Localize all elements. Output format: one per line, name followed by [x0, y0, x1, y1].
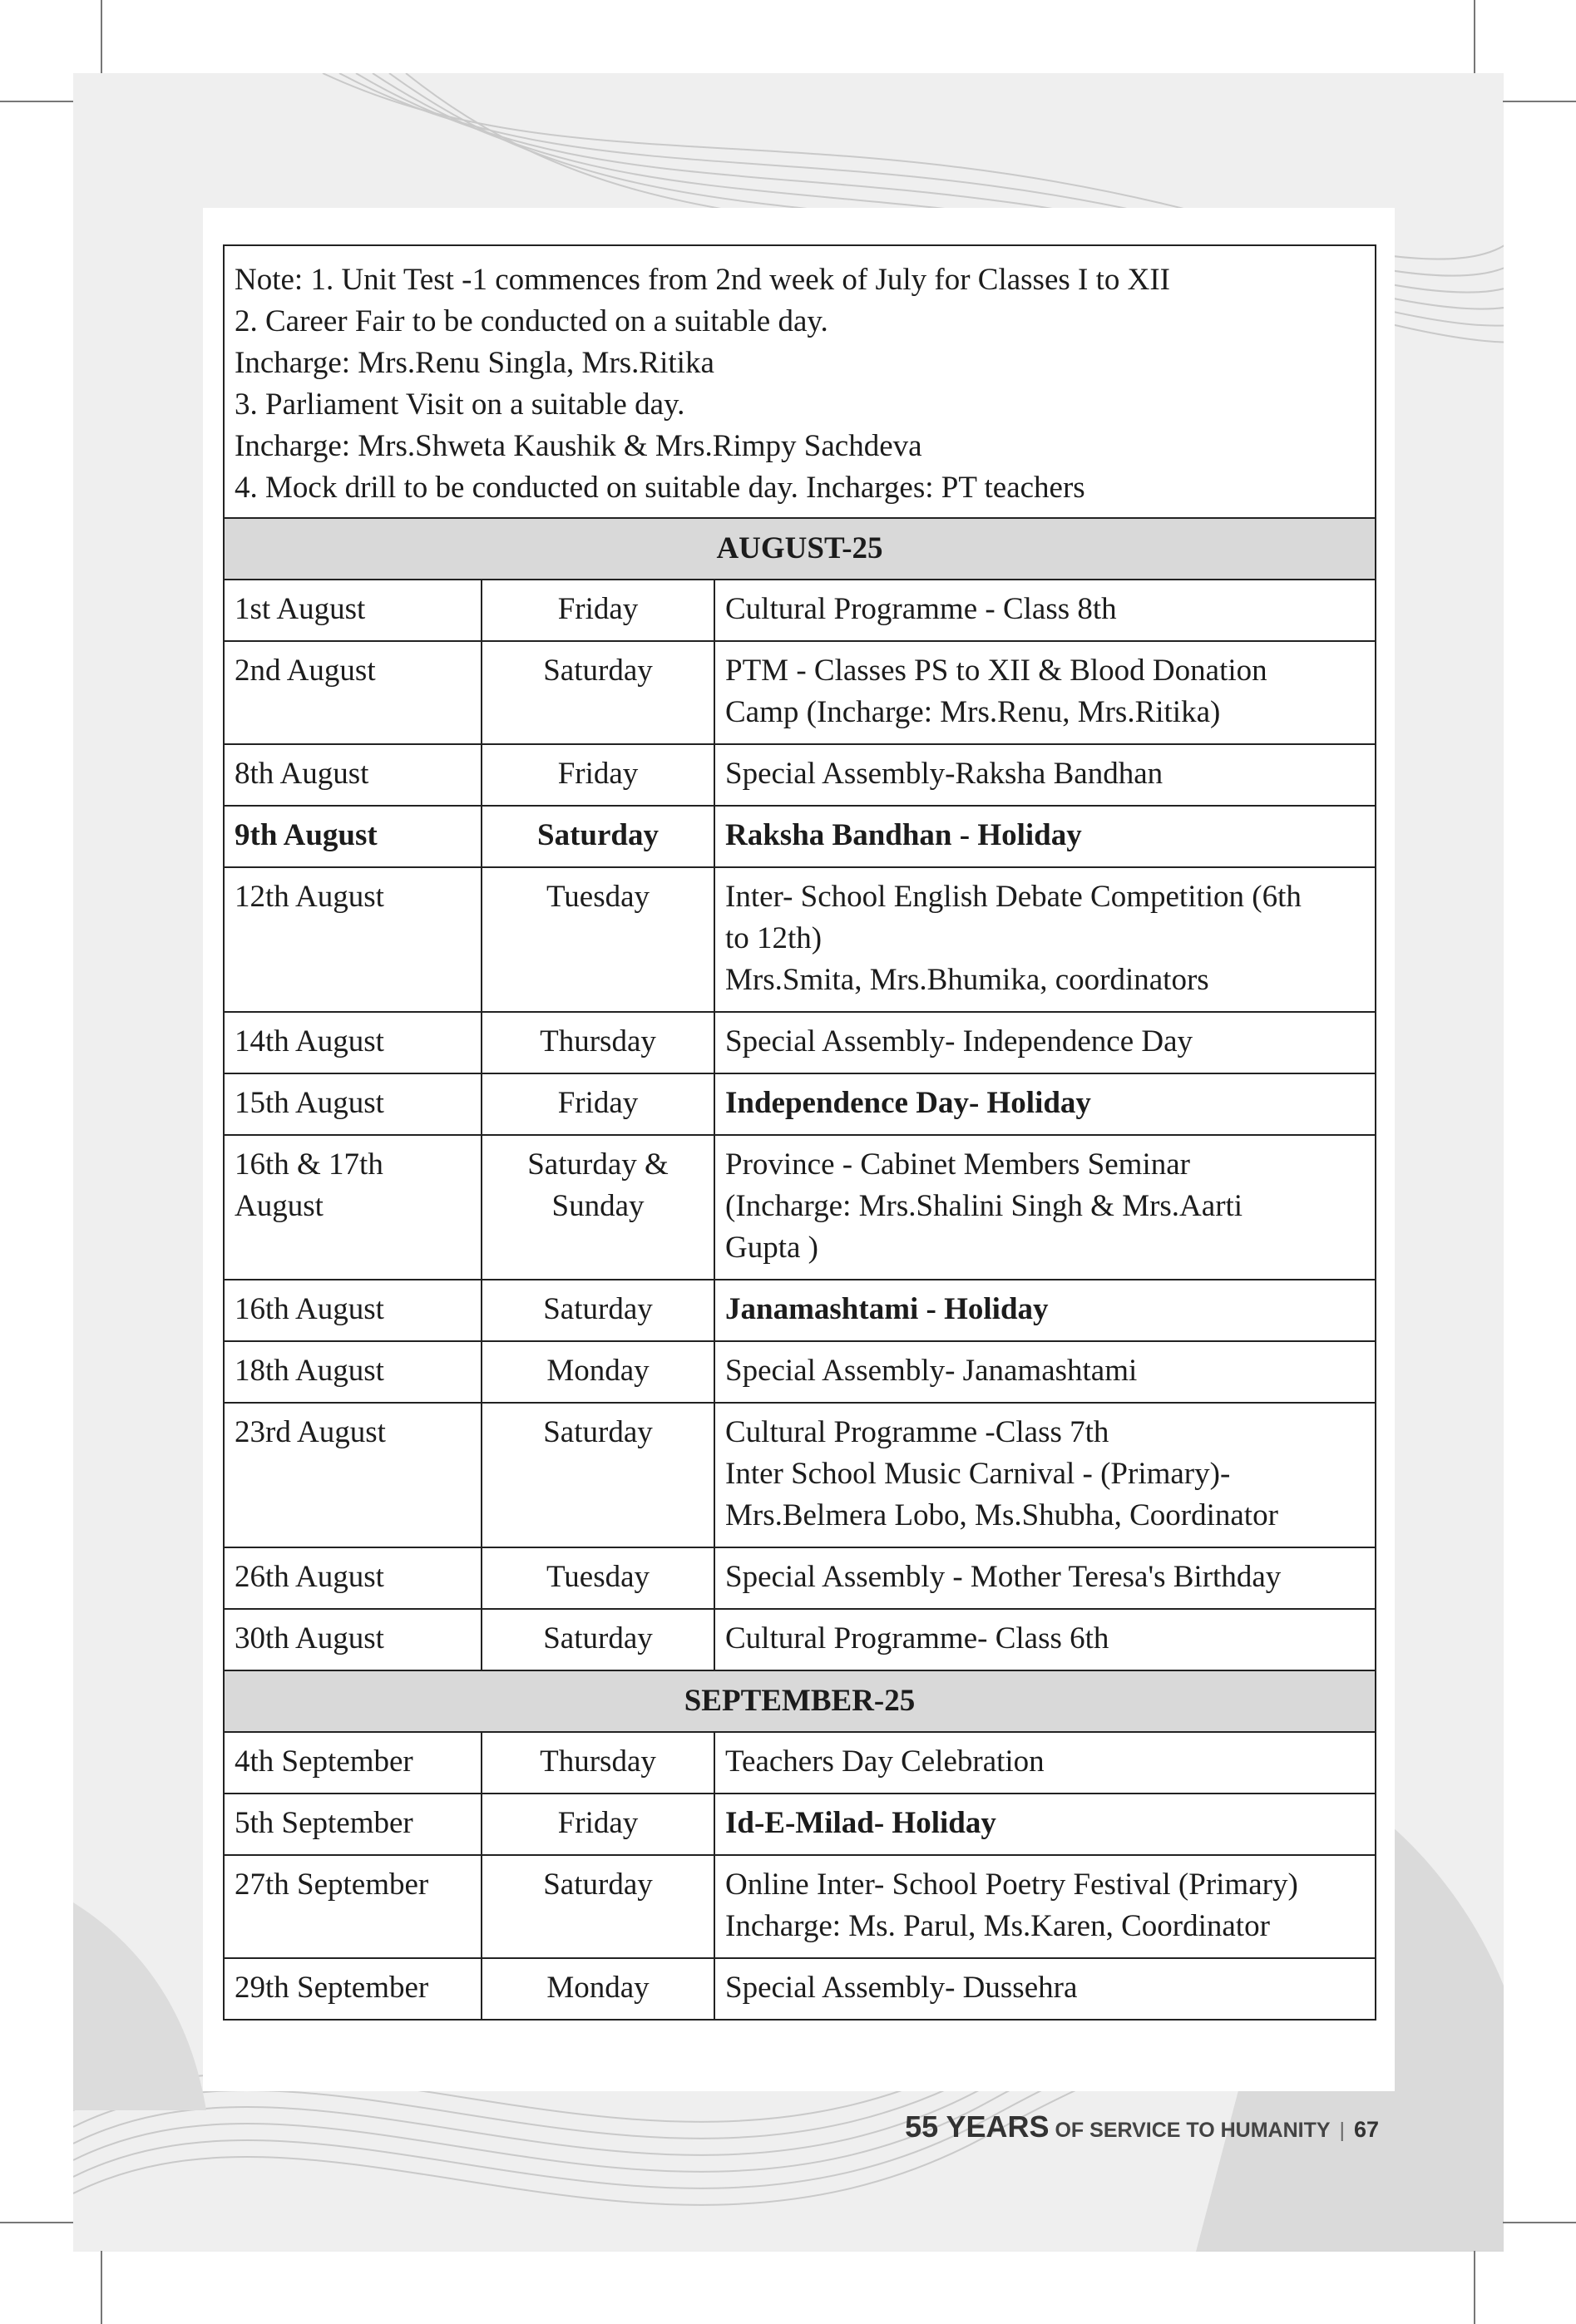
- date-cell: 1st August: [225, 580, 482, 640]
- page-footer: [905, 2109, 1379, 2144]
- event-cell: [715, 1733, 1375, 1793]
- table-row: [225, 1957, 1375, 2019]
- event-cell: [715, 868, 1375, 1011]
- table-row: [225, 1134, 1375, 1279]
- table-row: [225, 1073, 1375, 1134]
- date-cell: 2nd August: [225, 642, 482, 743]
- date-cell: 15th August: [225, 1074, 482, 1134]
- event-line: Special Assembly- Janamashtami: [725, 1354, 1138, 1388]
- day-cell: Monday: [482, 1342, 715, 1402]
- event-line: Gupta ): [725, 1231, 818, 1265]
- date-cell: 16th August: [225, 1280, 482, 1340]
- event-line: Incharge: Ms. Parul, Ms.Karen, Coordinator: [725, 1909, 1270, 1943]
- table-row: [225, 1854, 1375, 1957]
- crop-mark: [0, 101, 73, 102]
- date-cell: 5th September: [225, 1794, 482, 1854]
- date-cell: 9th August: [225, 807, 482, 866]
- day-cell: Tuesday: [482, 1548, 715, 1608]
- event-line: Camp (Incharge: Mrs.Renu, Mrs.Ritika): [725, 695, 1221, 729]
- event-cell: [715, 807, 1375, 866]
- crop-mark: [1474, 2251, 1475, 2324]
- date-cell: 29th September: [225, 1959, 482, 2019]
- table-row: [225, 1547, 1375, 1608]
- date-cell: 27th September: [225, 1856, 482, 1957]
- event-line: Province - Cabinet Members Seminar: [725, 1147, 1190, 1182]
- event-line: Cultural Programme - Class 8th: [725, 592, 1117, 626]
- note-line: 3. Parliament Visit on a suitable day.: [235, 387, 685, 422]
- date-cell: 14th August: [225, 1013, 482, 1073]
- event-cell: [715, 1548, 1375, 1608]
- crop-mark: [0, 2222, 73, 2223]
- day-cell: Saturday: [482, 1404, 715, 1547]
- event-cell: [715, 1136, 1375, 1279]
- day-cell: Monday: [482, 1959, 715, 2019]
- date-cell: 18th August: [225, 1342, 482, 1402]
- event-cell: [715, 1342, 1375, 1402]
- month-sections: [225, 517, 1375, 2019]
- event-line: to 12th): [725, 921, 823, 955]
- note-line: 4. Mock drill to be conducted on suitable day. Incharges: PT teachers: [235, 471, 1085, 505]
- event-cell: [715, 1013, 1375, 1073]
- note-line: Incharge: Mrs.Renu Singla, Mrs.Ritika: [235, 346, 714, 380]
- event-line: Special Assembly- Dussehra: [725, 1971, 1078, 2005]
- table-row: [225, 579, 1375, 640]
- day-cell: Friday: [482, 580, 715, 640]
- event-line: Online Inter- School Poetry Festival (Primary): [725, 1868, 1298, 1902]
- notes-box: [225, 246, 1375, 517]
- day-cell: Saturday: [482, 1280, 715, 1340]
- day-cell: Friday: [482, 1074, 715, 1134]
- month-header: AUGUST-25: [225, 517, 1375, 579]
- footer-years: 55 YEARS: [905, 2109, 1050, 2144]
- date-cell: 26th August: [225, 1548, 482, 1608]
- school-calendar-table: [223, 244, 1376, 2021]
- event-line: Special Assembly- Independence Day: [725, 1024, 1193, 1058]
- day-cell: Saturday: [482, 807, 715, 866]
- note-line: 2. Career Fair to be conducted on a suitable day.: [235, 304, 828, 338]
- event-line: Cultural Programme -Class 7th: [725, 1415, 1109, 1449]
- day-cell: Saturday & Sunday: [482, 1136, 715, 1279]
- event-line: Special Assembly-Raksha Bandhan: [725, 757, 1163, 791]
- crop-mark: [1474, 0, 1475, 73]
- date-cell: 12th August: [225, 868, 482, 1011]
- table-row: [225, 866, 1375, 1011]
- event-cell: [715, 642, 1375, 743]
- day-cell: Thursday: [482, 1013, 715, 1073]
- day-cell: Tuesday: [482, 868, 715, 1011]
- note-line: Note: 1. Unit Test -1 commences from 2nd week of July for Classes I to XII: [235, 263, 1170, 297]
- event-line: Raksha Bandhan - Holiday: [725, 818, 1082, 852]
- event-line: PTM - Classes PS to XII & Blood Donation: [725, 654, 1267, 688]
- date-cell: 4th September: [225, 1733, 482, 1793]
- event-line: Id-E-Milad- Holiday: [725, 1806, 996, 1840]
- event-line: Special Assembly - Mother Teresa's Birthday: [725, 1560, 1282, 1594]
- crop-mark: [101, 0, 102, 73]
- footer-tagline: OF SERVICE TO HUMANITY: [1055, 2119, 1331, 2142]
- event-line: Mrs.Belmera Lobo, Ms.Shubha, Coordinator: [725, 1498, 1278, 1532]
- page-number: 67: [1353, 2117, 1379, 2142]
- crop-mark: [1503, 2222, 1576, 2223]
- event-line: (Incharge: Mrs.Shalini Singh & Mrs.Aarti: [725, 1189, 1243, 1223]
- table-row: [225, 1731, 1375, 1793]
- table-row: [225, 1279, 1375, 1340]
- day-cell: Saturday: [482, 1610, 715, 1670]
- table-row: [225, 805, 1375, 866]
- month-header: SEPTEMBER-25: [225, 1670, 1375, 1731]
- event-line: Inter- School English Debate Competition (6th: [725, 880, 1302, 914]
- table-row: [225, 1011, 1375, 1073]
- event-line: Cultural Programme- Class 6th: [725, 1621, 1109, 1655]
- event-cell: [715, 1074, 1375, 1134]
- table-row: [225, 1402, 1375, 1547]
- footer-separator: |: [1339, 2119, 1345, 2142]
- table-row: [225, 1340, 1375, 1402]
- event-cell: [715, 1794, 1375, 1854]
- event-cell: [715, 1610, 1375, 1670]
- day-cell: Thursday: [482, 1733, 715, 1793]
- note-line: Incharge: Mrs.Shweta Kaushik & Mrs.Rimpy Sachdeva: [235, 429, 922, 463]
- event-cell: [715, 1959, 1375, 2019]
- table-row: [225, 640, 1375, 743]
- table-row: [225, 1608, 1375, 1670]
- date-cell: 30th August: [225, 1610, 482, 1670]
- day-cell: Saturday: [482, 642, 715, 743]
- event-cell: [715, 1404, 1375, 1547]
- table-row: [225, 1793, 1375, 1854]
- day-cell: Saturday: [482, 1856, 715, 1957]
- event-cell: [715, 1280, 1375, 1340]
- event-line: Mrs.Smita, Mrs.Bhumika, coordinators: [725, 963, 1209, 997]
- event-line: Janamashtami - Holiday: [725, 1292, 1049, 1326]
- date-cell: 8th August: [225, 745, 482, 805]
- crop-mark: [101, 2251, 102, 2324]
- date-cell: 23rd August: [225, 1404, 482, 1547]
- table-row: [225, 743, 1375, 805]
- event-cell: [715, 1856, 1375, 1957]
- crop-mark: [1503, 101, 1576, 102]
- event-cell: [715, 580, 1375, 640]
- event-cell: [715, 745, 1375, 805]
- date-cell: 16th & 17th August: [225, 1136, 482, 1279]
- day-cell: Friday: [482, 1794, 715, 1854]
- day-cell: Friday: [482, 745, 715, 805]
- event-line: Inter School Music Carnival - (Primary)-: [725, 1457, 1231, 1491]
- event-line: Independence Day- Holiday: [725, 1086, 1091, 1120]
- event-line: Teachers Day Celebration: [725, 1744, 1045, 1779]
